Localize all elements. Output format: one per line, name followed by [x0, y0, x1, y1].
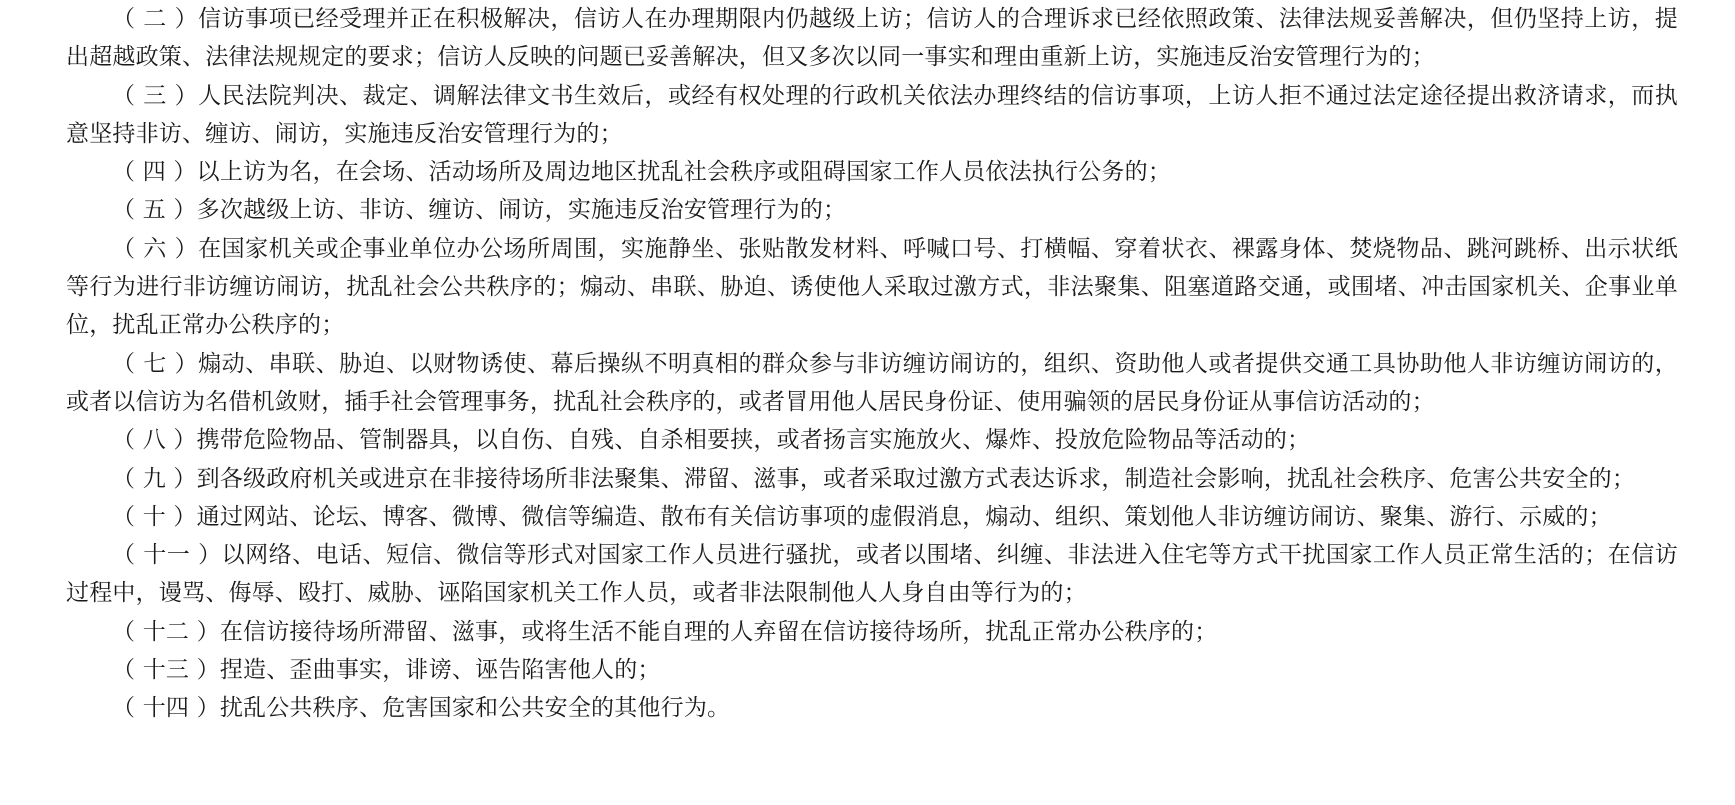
clause-7: （ 七 ）煽动、串联、胁迫、以财物诱使、幕后操纵不明真相的群众参与非访缠访闹访的，组织、资助他人或者提供交通工具协助他人非访缠访闹访的，或者以信访为名借机敛财，插手社会管理事务，扰乱社会秩序的，或者冒用他人居民身份证、使用骗领的居民身份证从事信访活动的； [66, 350, 1678, 415]
document-body [66, 0, 1678, 728]
clause-5: （ 五 ）多次越级上访、非访、缠访、闹访，实施违反治安管理行为的； [112, 197, 847, 224]
clause-11: （ 十一 ）以网络、电话、短信、微信等形式对国家工作人员进行骚扰，或者以围堵、纠缠、非法进入住宅等方式干扰国家工作人员正常生活的；在信访过程中，谩骂、侮辱、殴打、威胁、诬陷国家机关工作人员，或者非法限制他人人身自由等行为的； [66, 542, 1678, 607]
clause-13: （ 十三 ）捏造、歪曲事实，诽谤、诬告陷害他人的； [112, 657, 661, 684]
clause-4: （ 四 ）以上访为名，在会场、活动场所及周边地区扰乱社会秩序或阻碍国家工作人员依法执行公务的； [112, 159, 1172, 186]
clause-14: （ 十四 ）扰乱公共秩序、危害国家和公共安全的其他行为。 [112, 695, 731, 722]
clause-9: （ 九 ）到各级政府机关或进京在非接待场所非法聚集、滞留、滋事，或者采取过激方式表达诉求，制造社会影响，扰乱社会秩序、危害公共安全的； [112, 465, 1636, 492]
clause-2: （ 二 ）信访事项已经受理并正在积极解决，信访人在办理期限内仍越级上访；信访人的合理诉求已经依照政策、法律法规妥善解决，但仍坚持上访，提出超越政策、法律法规规定的要求；信访人反映的问题已妥善解决，但又多次以同一事实和理由重新上访，实施违反治安管理行为的； [66, 6, 1678, 71]
clause-6: （ 六 ）在国家机关或企事业单位办公场所周围，实施静坐、张贴散发材料、呼喊口号、打横幅、穿着状衣、裸露身体、焚烧物品、跳河跳桥、出示状纸等行为进行非访缠访闹访，扰乱社会公共秩序的；煽动、串联、胁迫、诱使他人采取过激方式，非法聚集、阻塞道路交通，或围堵、冲击国家机关、企事业单位，扰乱正常办公秩序的； [66, 235, 1678, 339]
clause-12: （ 十二 ）在信访接待场所滞留、滋事，或将生活不能自理的人弃留在信访接待场所，扰乱正常办公秩序的； [112, 618, 1218, 645]
clause-8: （ 八 ）携带危险物品、管制器具，以自伤、自残、自杀相要挟，或者扬言实施放火、爆炸、投放危险物品等活动的； [112, 427, 1311, 454]
clause-3: （ 三 ）人民法院判决、裁定、调解法律文书生效后，或经有权处理的行政机关依法办理终结的信访事项，上访人拒不通过法定途径提出救济请求，而执意坚持非访、缠访、闹访，实施违反治安管理行为的； [66, 82, 1678, 147]
clause-10: （ 十 ）通过网站、论坛、博客、微博、微信等编造、散布有关信访事项的虚假消息，煽动、组织、策划他人非访缠访闹访、聚集、游行、示威的； [112, 503, 1612, 530]
